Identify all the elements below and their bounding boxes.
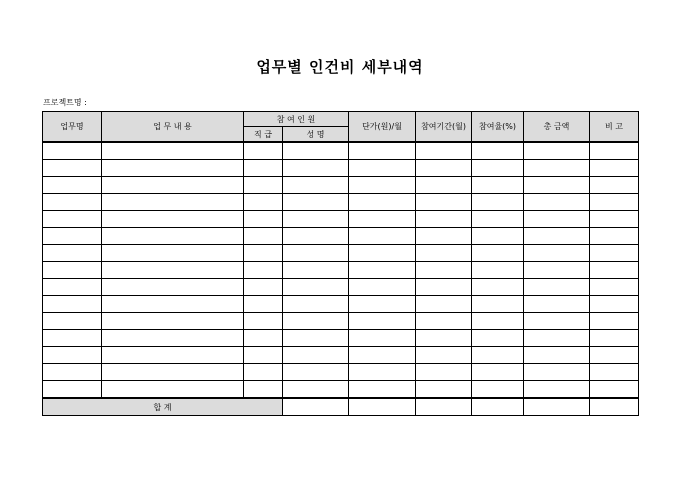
header-period: 참여기간(월) (416, 112, 472, 143)
table-cell[interactable] (524, 381, 590, 399)
table-cell[interactable] (283, 330, 349, 347)
table-cell[interactable] (416, 211, 472, 228)
table-cell[interactable] (102, 194, 244, 211)
table-cell[interactable] (590, 211, 639, 228)
table-cell[interactable] (244, 177, 283, 194)
table-cell[interactable] (244, 381, 283, 399)
header-unit-price: 단가(원)/월 (349, 112, 416, 143)
table-cell[interactable] (416, 381, 472, 399)
table-cell[interactable] (524, 228, 590, 245)
table-cell[interactable] (244, 194, 283, 211)
table-cell[interactable] (472, 364, 524, 381)
table-cell[interactable] (590, 194, 639, 211)
header-position: 직 급 (244, 127, 283, 143)
table-cell[interactable] (472, 211, 524, 228)
table-cell[interactable] (244, 245, 283, 262)
table-cell[interactable] (416, 279, 472, 296)
table-cell[interactable] (102, 364, 244, 381)
table-cell[interactable] (416, 177, 472, 194)
table-cell[interactable] (43, 296, 102, 313)
table-cell[interactable] (590, 160, 639, 177)
table-cell[interactable] (43, 330, 102, 347)
table-cell[interactable] (102, 381, 244, 399)
table-cell[interactable] (43, 211, 102, 228)
table-cell[interactable] (590, 381, 639, 399)
table-cell[interactable] (43, 160, 102, 177)
table-cell[interactable] (283, 347, 349, 364)
table-row (43, 279, 639, 296)
table-cell[interactable] (102, 330, 244, 347)
table-cell[interactable] (472, 160, 524, 177)
table-cell[interactable] (524, 347, 590, 364)
table-cell[interactable] (472, 262, 524, 279)
table-cell[interactable] (283, 228, 349, 245)
table-cell[interactable] (472, 142, 524, 160)
table-cell[interactable] (283, 398, 349, 416)
table-cell[interactable] (524, 194, 590, 211)
table-cell[interactable] (416, 296, 472, 313)
table-cell[interactable] (102, 177, 244, 194)
table-cell[interactable] (524, 142, 590, 160)
table-cell[interactable] (43, 313, 102, 330)
table-cell[interactable] (283, 279, 349, 296)
table-row (43, 262, 639, 279)
table-cell[interactable] (590, 177, 639, 194)
table-cell[interactable] (349, 142, 416, 160)
table-cell[interactable] (43, 245, 102, 262)
table-cell[interactable] (244, 142, 283, 160)
table-cell[interactable] (590, 228, 639, 245)
table-row (43, 296, 639, 313)
table-cell[interactable] (43, 364, 102, 381)
table-cell[interactable] (524, 160, 590, 177)
table-cell[interactable] (524, 245, 590, 262)
table-row (43, 347, 639, 364)
table-cell[interactable] (416, 398, 472, 416)
table-cell[interactable] (524, 296, 590, 313)
table-cell[interactable] (349, 347, 416, 364)
table-cell[interactable] (283, 245, 349, 262)
table-cell[interactable] (590, 296, 639, 313)
total-row (43, 398, 639, 416)
header-task-content: 업 무 내 용 (102, 112, 244, 143)
table-cell[interactable] (349, 262, 416, 279)
table-cell[interactable] (43, 381, 102, 399)
total-label: 합 계 (43, 398, 283, 416)
table-row (43, 142, 639, 160)
table-cell[interactable] (283, 262, 349, 279)
table-cell[interactable] (472, 194, 524, 211)
table-cell[interactable] (43, 279, 102, 296)
table-cell[interactable] (102, 279, 244, 296)
table-cell[interactable] (416, 364, 472, 381)
table-row (43, 228, 639, 245)
table-cell[interactable] (349, 381, 416, 399)
table-cell[interactable] (349, 211, 416, 228)
table-cell[interactable] (244, 330, 283, 347)
table-cell[interactable] (524, 177, 590, 194)
table-cell[interactable] (283, 160, 349, 177)
table-cell[interactable] (349, 245, 416, 262)
table-cell[interactable] (349, 296, 416, 313)
table-cell[interactable] (283, 381, 349, 399)
table-cell[interactable] (102, 313, 244, 330)
table-cell[interactable] (102, 245, 244, 262)
table-cell[interactable] (590, 398, 639, 416)
table-cell[interactable] (524, 279, 590, 296)
table-cell[interactable] (349, 398, 416, 416)
table-cell[interactable] (416, 262, 472, 279)
page-title: 업무별 인건비 세부내역 (256, 58, 424, 76)
table-cell[interactable] (349, 160, 416, 177)
table-cell[interactable] (102, 211, 244, 228)
table-cell[interactable] (102, 296, 244, 313)
table-cell[interactable] (349, 194, 416, 211)
table-row (43, 177, 639, 194)
table-cell[interactable] (416, 347, 472, 364)
table-cell[interactable] (472, 228, 524, 245)
table-cell[interactable] (283, 313, 349, 330)
table-cell[interactable] (102, 160, 244, 177)
header-task-name: 업무명 (43, 112, 102, 143)
table-cell[interactable] (590, 142, 639, 160)
table-cell[interactable] (244, 160, 283, 177)
table-cell[interactable] (590, 262, 639, 279)
header-participants: 참 여 인 원 (244, 112, 349, 127)
table-cell[interactable] (590, 279, 639, 296)
table-cell[interactable] (43, 347, 102, 364)
table-cell[interactable] (416, 194, 472, 211)
table-body (43, 142, 639, 416)
table-cell[interactable] (43, 194, 102, 211)
table-cell[interactable] (590, 364, 639, 381)
table-cell[interactable] (102, 262, 244, 279)
header-name: 성 명 (283, 127, 349, 143)
table-cell[interactable] (472, 245, 524, 262)
table-cell[interactable] (244, 364, 283, 381)
table-cell[interactable] (349, 177, 416, 194)
table-cell[interactable] (283, 296, 349, 313)
table-row (43, 313, 639, 330)
table-cell[interactable] (590, 313, 639, 330)
table-cell[interactable] (524, 398, 590, 416)
table-row (43, 211, 639, 228)
labor-cost-table (42, 111, 639, 416)
table-cell[interactable] (244, 211, 283, 228)
table-cell[interactable] (472, 381, 524, 399)
table-cell[interactable] (43, 177, 102, 194)
table-cell[interactable] (416, 228, 472, 245)
table-cell[interactable] (524, 262, 590, 279)
table-cell[interactable] (283, 177, 349, 194)
table-cell[interactable] (349, 330, 416, 347)
table-cell[interactable] (43, 262, 102, 279)
table-cell[interactable] (472, 279, 524, 296)
table-cell[interactable] (349, 279, 416, 296)
table-cell[interactable] (472, 313, 524, 330)
table-cell[interactable] (472, 296, 524, 313)
table-cell[interactable] (524, 330, 590, 347)
table-cell[interactable] (472, 347, 524, 364)
table-cell[interactable] (43, 228, 102, 245)
table-row (43, 381, 639, 399)
table-cell[interactable] (283, 194, 349, 211)
table-cell[interactable] (416, 142, 472, 160)
table-cell[interactable] (349, 228, 416, 245)
table-cell[interactable] (472, 177, 524, 194)
table-cell[interactable] (102, 142, 244, 160)
table-cell[interactable] (416, 330, 472, 347)
table-cell[interactable] (244, 296, 283, 313)
table-cell[interactable] (590, 245, 639, 262)
table-cell[interactable] (416, 160, 472, 177)
table-cell[interactable] (244, 313, 283, 330)
table-cell[interactable] (349, 313, 416, 330)
table-cell[interactable] (244, 279, 283, 296)
table-row (43, 330, 639, 347)
table-row (43, 364, 639, 381)
table-cell[interactable] (472, 330, 524, 347)
table-cell[interactable] (472, 398, 524, 416)
table-cell[interactable] (524, 211, 590, 228)
table-row (43, 245, 639, 262)
table-cell[interactable] (416, 313, 472, 330)
table-cell[interactable] (349, 364, 416, 381)
table-cell[interactable] (244, 347, 283, 364)
header-total-amount: 총 금액 (524, 112, 590, 143)
table-cell[interactable] (244, 228, 283, 245)
table-cell[interactable] (283, 211, 349, 228)
table-cell[interactable] (590, 330, 639, 347)
table-cell[interactable] (590, 347, 639, 364)
table-cell[interactable] (102, 228, 244, 245)
table-cell[interactable] (244, 262, 283, 279)
table-row (43, 160, 639, 177)
table-cell[interactable] (416, 245, 472, 262)
table-cell[interactable] (283, 142, 349, 160)
table-cell[interactable] (524, 313, 590, 330)
header-remarks: 비 고 (590, 112, 639, 143)
table-cell[interactable] (283, 364, 349, 381)
project-name-label: 프로젝트명 : (43, 98, 87, 107)
table-row (43, 194, 639, 211)
table-cell[interactable] (102, 347, 244, 364)
header-rate: 참여율(%) (472, 112, 524, 143)
table-cell[interactable] (524, 364, 590, 381)
table-cell[interactable] (43, 142, 102, 160)
